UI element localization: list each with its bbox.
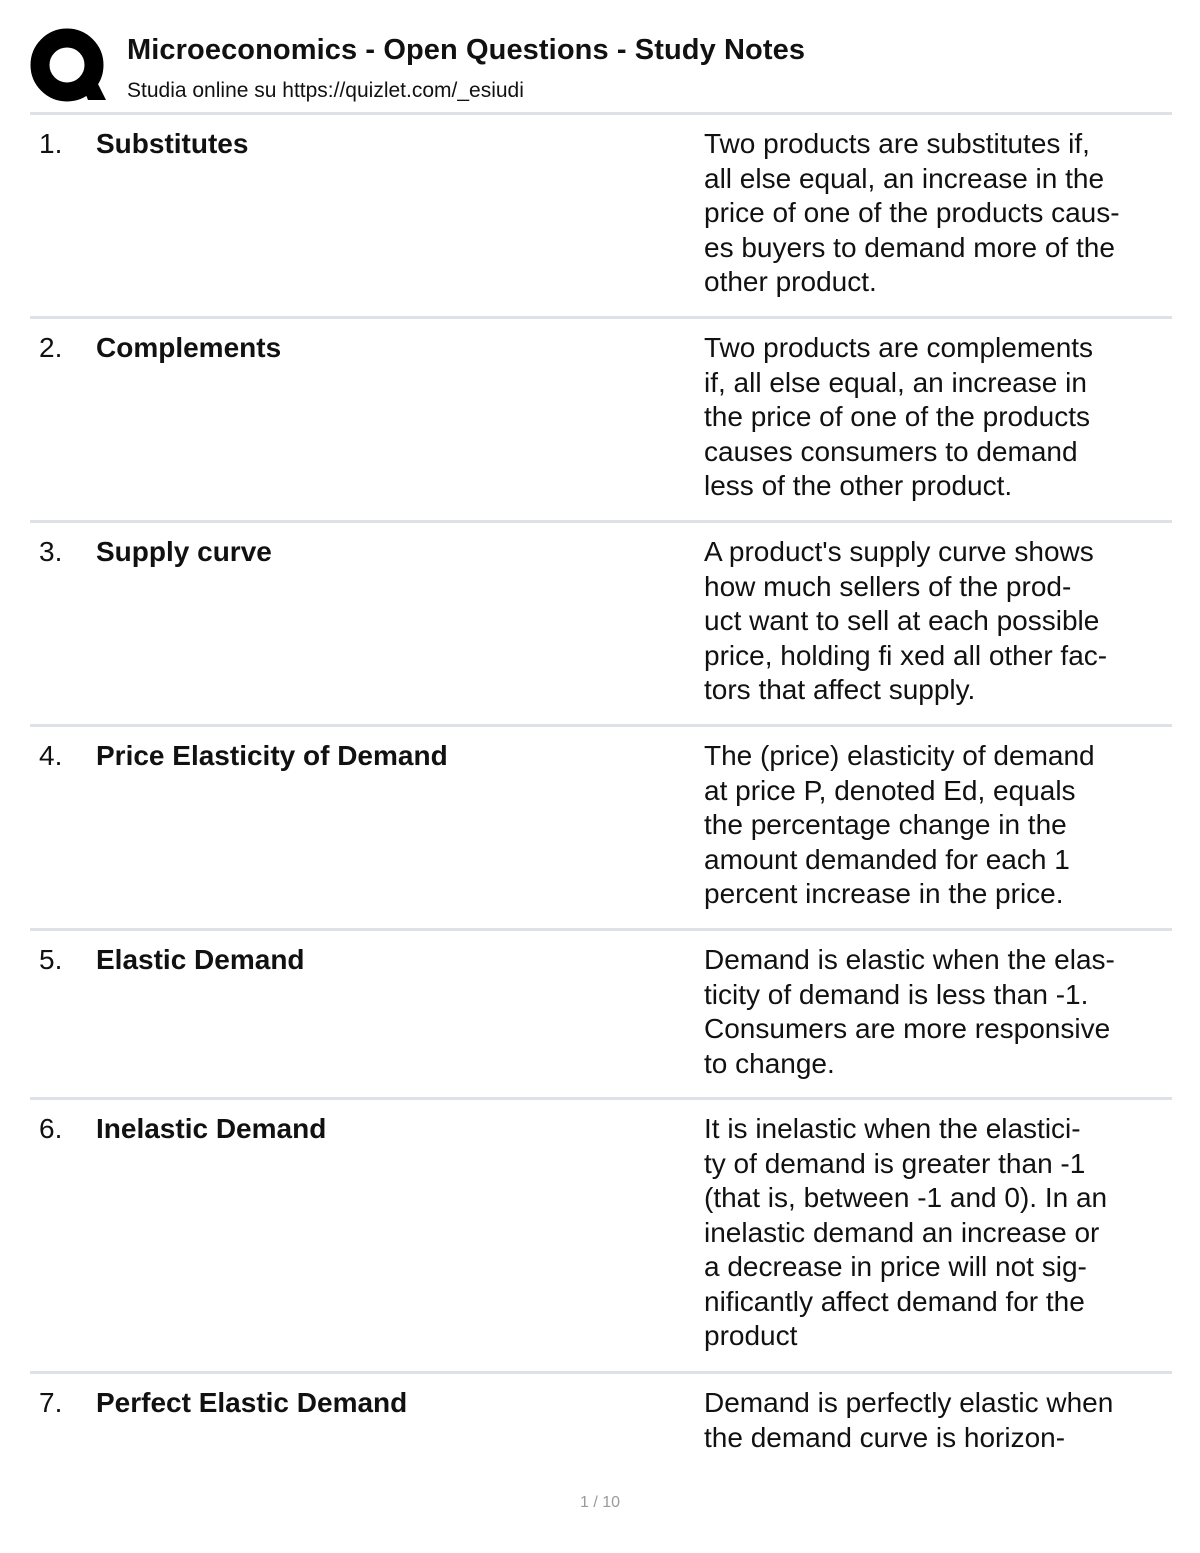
card-number: 5. bbox=[39, 944, 63, 975]
card-number: 3. bbox=[39, 536, 63, 567]
definition-line: price, holding fi xed all other fac- bbox=[704, 639, 1108, 671]
flashcard-row bbox=[30, 319, 1172, 523]
definition-line: at price P, denoted Ed, equals bbox=[704, 774, 1076, 806]
definition-line: product bbox=[704, 1320, 798, 1351]
definition-line: the percentage change in the bbox=[704, 809, 1067, 840]
document-subtitle: Studia online su https://quizlet.com/_esiudi bbox=[127, 79, 524, 102]
flashcard-row bbox=[30, 727, 1172, 931]
definition-line: percent increase in the price. bbox=[704, 878, 1064, 909]
definition-line: nificantly affect demand for the bbox=[704, 1285, 1085, 1317]
definition-line: less of the other product. bbox=[704, 470, 1013, 501]
definition-line: (that is, between -1 and 0). In an bbox=[704, 1182, 1108, 1213]
definition-line: the demand curve is horizon- bbox=[704, 1421, 1066, 1453]
card-term: Substitutes bbox=[96, 128, 249, 159]
card-term: Supply curve bbox=[96, 536, 272, 567]
flashcard-row bbox=[30, 115, 1172, 319]
flashcard-row bbox=[30, 1100, 1172, 1374]
definition-line: causes consumers to demand bbox=[704, 435, 1078, 467]
definition-line: ticity of demand is less than -1. bbox=[704, 978, 1089, 1010]
card-term: Elastic Demand bbox=[96, 944, 305, 975]
card-number: 2. bbox=[39, 332, 63, 363]
definition-line: price of one of the products caus- bbox=[704, 197, 1120, 228]
card-number: 4. bbox=[39, 740, 63, 771]
card-number: 7. bbox=[39, 1387, 63, 1418]
definition-line: if, all else equal, an increase in bbox=[704, 366, 1087, 398]
definition-line: amount demanded for each 1 bbox=[704, 843, 1070, 875]
card-definition bbox=[704, 127, 1174, 300]
card-definition bbox=[704, 1386, 1174, 1455]
card-number: 6. bbox=[39, 1113, 63, 1144]
card-definition bbox=[704, 943, 1174, 1081]
definition-line: to change. bbox=[704, 1047, 835, 1079]
flashcard-list bbox=[30, 115, 1172, 1474]
definition-line: the price of one of the products bbox=[704, 401, 1091, 432]
card-definition bbox=[704, 331, 1174, 504]
definition-line: es buyers to demand more of the bbox=[704, 231, 1115, 263]
card-number: 1. bbox=[39, 128, 63, 159]
page-indicator: 1 / 10 bbox=[579, 1494, 621, 1511]
definition-line: Two products are substitutes if, bbox=[704, 128, 1090, 159]
definition-line: tors that affect supply. bbox=[704, 674, 976, 705]
definition-line: other product. bbox=[704, 266, 877, 297]
definition-line: a decrease in price will not sig- bbox=[704, 1251, 1087, 1282]
card-term: Perfect Elastic Demand bbox=[96, 1387, 408, 1418]
definition-line: uct want to sell at each possible bbox=[704, 605, 1100, 636]
definition-line: The (price) elasticity of demand bbox=[704, 740, 1095, 771]
flashcard-row bbox=[30, 1374, 1172, 1474]
definition-line: ty of demand is greater than -1 bbox=[704, 1147, 1086, 1179]
definition-line: A product's supply curve shows bbox=[704, 536, 1094, 567]
card-definition bbox=[704, 535, 1174, 708]
document-title: Microeconomics - Open Questions - Study Notes bbox=[127, 34, 806, 66]
card-definition bbox=[704, 1112, 1174, 1354]
definition-line: all else equal, an increase in the bbox=[704, 162, 1105, 194]
card-definition bbox=[704, 739, 1174, 912]
card-term: Inelastic Demand bbox=[96, 1113, 327, 1144]
card-term: Price Elasticity of Demand bbox=[96, 740, 448, 771]
card-term: Complements bbox=[96, 332, 282, 363]
document-header bbox=[30, 28, 1172, 110]
flashcard-row bbox=[30, 931, 1172, 1100]
definition-line: Two products are complements bbox=[704, 332, 1094, 363]
definition-line: It is inelastic when the elastici- bbox=[704, 1113, 1081, 1144]
definition-line: inelastic demand an increase or bbox=[704, 1216, 1100, 1248]
definition-line: Demand is elastic when the elas- bbox=[704, 944, 1115, 975]
definition-line: how much sellers of the prod- bbox=[704, 570, 1072, 602]
definition-line: Demand is perfectly elastic when bbox=[704, 1387, 1114, 1418]
quizlet-q-logo-icon bbox=[30, 28, 110, 108]
flashcard-row bbox=[30, 523, 1172, 727]
definition-line: Consumers are more responsive bbox=[704, 1013, 1111, 1044]
